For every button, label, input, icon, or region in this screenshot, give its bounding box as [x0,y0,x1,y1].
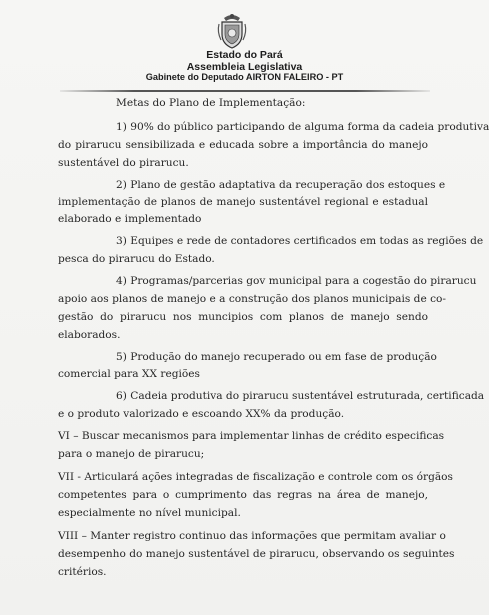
paragraph-6-line-1: 6) Cadeia produtiva do pirarucu sustentável estruturada, certificada [116,390,485,402]
state-coat-of-arms-icon [216,12,248,50]
paragraph-1-line-2: do pirarucu sensibilizada e educada sobre a importância do manejo [58,139,428,151]
paragraph-4-line-3: gestão do pirarucu nos muncipios com planos de manejo sendo [58,311,428,323]
paragraph-3-line-1: 3) Equipes e rede de contadores certificados em todas as regiões de [116,235,484,247]
paragraph-4-line-1: 4) Programas/parcerias gov municipal para a cogestão do pirarucu [116,275,477,287]
header-assembly: Assembleia Legislativa [186,61,303,73]
item-vi-line-2: para o manejo de pirarucu; [58,448,205,460]
header-state: Estado do Pará [206,49,283,61]
paragraph-4-line-4: elaborados. [58,329,121,341]
paragraph-1-line-1: 1) 90% do público participando de alguma forma da cadeia produtiva [116,121,489,133]
item-viii-line-1: VIII – Manter registro continuo das informações que permitam avaliar o [58,530,446,542]
paragraph-5-line-2: comercial para XX regiões [58,368,200,380]
paragraph-5-line-1: 5) Produção do manejo recuperado ou em fase de produção [116,351,437,363]
item-vii-line-3: especialmente no nível municipal. [58,507,241,519]
paragraph-2-line-3: elaborado e implementado [58,213,202,225]
paragraph-2-line-1: 2) Plano de gestão adaptativa da recuperação dos estoques e [116,179,446,191]
header-cabinet: Gabinete do Deputado AIRTON FALEIRO - PT [145,72,344,82]
paragraph-3-line-2: pesca do pirarucu do Estado. [58,253,215,265]
item-vii-line-1: VII - Articulará ações integradas de fiscalização e controle com os órgãos [58,471,453,483]
item-vii-line-2: competentes para o cumprimento das regras na área de manejo, [58,489,428,501]
item-viii-line-2: desempenho do manejo sustentável de pirarucu, observando os seguintes [58,548,455,560]
paragraph-4-line-2: apoio aos planos de manejo e a construção dos planos municipais de co- [58,293,446,305]
header-divider [60,90,430,92]
paragraph-1-line-3: sustentável do pirarucu. [58,157,189,169]
item-vi-line-1: VI – Buscar mecanismos para implementar linhas de crédito especificas [58,430,445,442]
plan-heading: Metas do Plano de Implementação: [116,97,306,109]
item-viii-line-3: critérios. [58,566,107,578]
paragraph-2-line-2: implementação de planos de manejo sustentável regional e estadual [58,196,428,208]
paragraph-6-line-2: e o produto valorizado e escoando XX% da produção. [58,408,345,420]
